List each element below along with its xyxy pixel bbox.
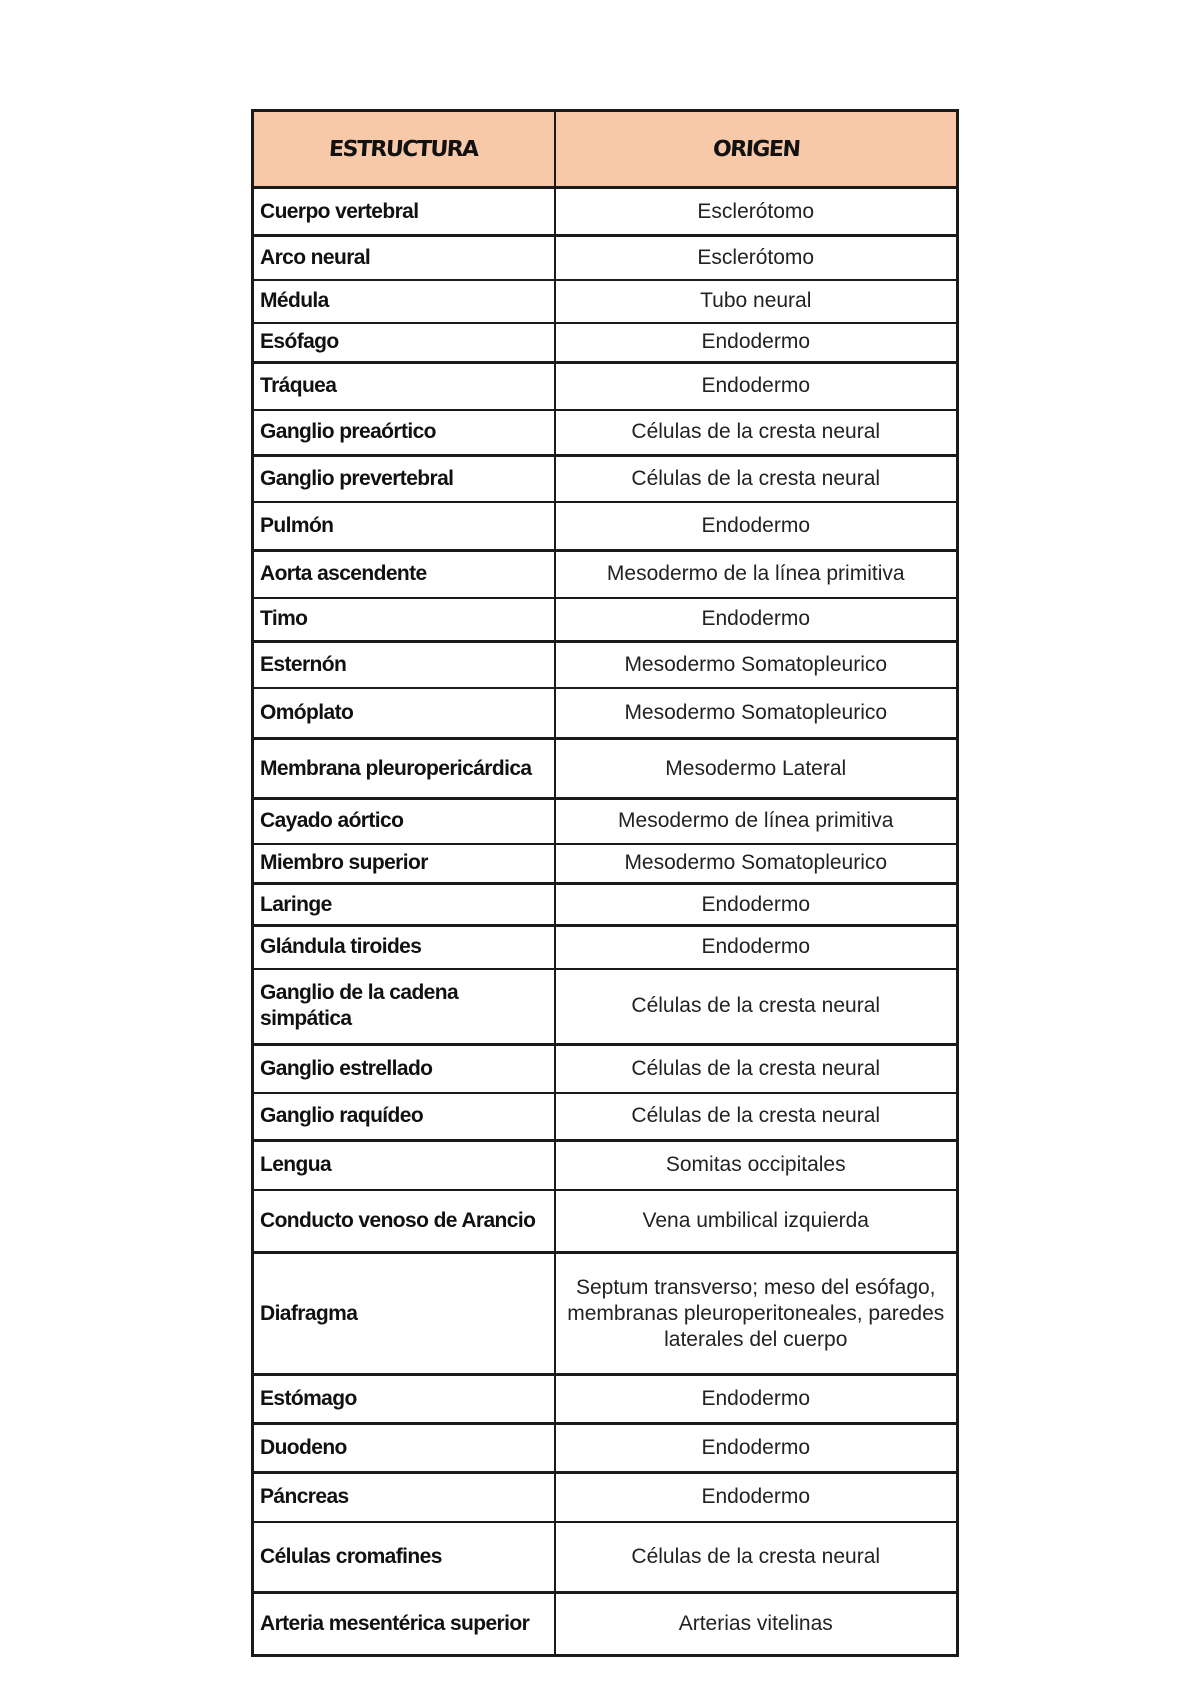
table-row (253, 884, 958, 926)
table-row (253, 1375, 958, 1424)
estructura-cell: Páncreas (253, 1473, 555, 1522)
origen-cell: Septum transverso; meso del esófago, membranas pleuroperitoneales, paredes laterales del cuerpo (555, 1253, 958, 1375)
header-row (253, 111, 958, 188)
origen-cell: Endodermo (555, 1424, 958, 1473)
origen-cell: Esclerótomo (555, 236, 958, 280)
table-row (253, 799, 958, 844)
estructura-cell: Timo (253, 598, 555, 642)
header-origen (555, 111, 958, 188)
table-row (253, 1190, 958, 1253)
table-row (253, 1424, 958, 1473)
estructura-cell: Lengua (253, 1141, 555, 1190)
estructura-cell: Glándula tiroides (253, 926, 555, 969)
estructura-cell: Ganglio prevertebral (253, 456, 555, 502)
table-row (253, 1593, 958, 1656)
origen-cell: Somitas occipitales (555, 1141, 958, 1190)
estructura-cell: Esófago (253, 323, 555, 363)
origen-cell: Mesodermo de línea primitiva (555, 799, 958, 844)
origen-cell: Arterias vitelinas (555, 1593, 958, 1656)
header-estructura (253, 111, 555, 188)
origen-cell: Mesodermo Somatopleurico (555, 642, 958, 688)
header-estructura-label: ESTRUCTURA (328, 136, 479, 162)
estructura-cell: Omóplato (253, 688, 555, 739)
origen-cell: Mesodermo Lateral (555, 739, 958, 799)
origen-cell: Mesodermo Somatopleurico (555, 844, 958, 884)
table-row (253, 688, 958, 739)
origen-cell: Tubo neural (555, 280, 958, 323)
table-row (253, 926, 958, 969)
origen-cell: Mesodermo Somatopleurico (555, 688, 958, 739)
estructura-cell: Médula (253, 280, 555, 323)
estructura-cell: Diafragma (253, 1253, 555, 1375)
table-row (253, 236, 958, 280)
estructura-cell: Ganglio de la cadena simpática (253, 969, 555, 1045)
estructura-cell: Pulmón (253, 502, 555, 551)
estructura-cell: Duodeno (253, 1424, 555, 1473)
table-row (253, 502, 958, 551)
estructura-cell: Laringe (253, 884, 555, 926)
estructura-cell: Ganglio estrellado (253, 1045, 555, 1093)
origen-cell: Células de la cresta neural (555, 969, 958, 1045)
header-origen-label: ORIGEN (711, 136, 800, 162)
table-row (253, 551, 958, 598)
table-body (253, 188, 958, 1656)
estructura-cell: Cayado aórtico (253, 799, 555, 844)
table-row (253, 1522, 958, 1593)
estructura-cell: Arteria mesentérica superior (253, 1593, 555, 1656)
estructura-cell: Ganglio raquídeo (253, 1093, 555, 1141)
origen-cell: Células de la cresta neural (555, 1045, 958, 1093)
origen-cell: Mesodermo de la línea primitiva (555, 551, 958, 598)
table-row (253, 1473, 958, 1522)
origen-cell: Endodermo (555, 502, 958, 551)
origen-cell: Endodermo (555, 323, 958, 363)
table-row (253, 363, 958, 410)
estructura-cell: Cuerpo vertebral (253, 188, 555, 236)
estructura-cell: Conducto venoso de Arancio (253, 1190, 555, 1253)
origen-cell: Células de la cresta neural (555, 1522, 958, 1593)
table-row (253, 1141, 958, 1190)
estructura-cell: Tráquea (253, 363, 555, 410)
origen-cell: Endodermo (555, 926, 958, 969)
origen-cell: Endodermo (555, 884, 958, 926)
table-row (253, 280, 958, 323)
origen-cell: Células de la cresta neural (555, 456, 958, 502)
estructura-cell: Arco neural (253, 236, 555, 280)
table-row (253, 410, 958, 456)
table-row (253, 1253, 958, 1375)
table-row (253, 1093, 958, 1141)
origen-cell: Endodermo (555, 1375, 958, 1424)
origen-cell: Células de la cresta neural (555, 1093, 958, 1141)
table-row (253, 1045, 958, 1093)
origen-cell: Endodermo (555, 598, 958, 642)
origen-cell: Esclerótomo (555, 188, 958, 236)
estructura-origen-table (251, 109, 959, 1657)
origen-cell: Vena umbilical izquierda (555, 1190, 958, 1253)
origen-cell: Endodermo (555, 363, 958, 410)
estructura-cell: Células cromafines (253, 1522, 555, 1593)
table-header (253, 111, 958, 188)
estructura-cell: Miembro superior (253, 844, 555, 884)
table-row (253, 969, 958, 1045)
estructura-cell: Membrana pleuropericárdica (253, 739, 555, 799)
estructura-cell: Aorta ascendente (253, 551, 555, 598)
table-row (253, 598, 958, 642)
table-row (253, 642, 958, 688)
estructura-cell: Ganglio preaórtico (253, 410, 555, 456)
table-row (253, 456, 958, 502)
estructura-cell: Esternón (253, 642, 555, 688)
table-row (253, 188, 958, 236)
origen-cell: Células de la cresta neural (555, 410, 958, 456)
table-row (253, 323, 958, 363)
table-row (253, 844, 958, 884)
table-row (253, 739, 958, 799)
origen-cell: Endodermo (555, 1473, 958, 1522)
estructura-cell: Estómago (253, 1375, 555, 1424)
